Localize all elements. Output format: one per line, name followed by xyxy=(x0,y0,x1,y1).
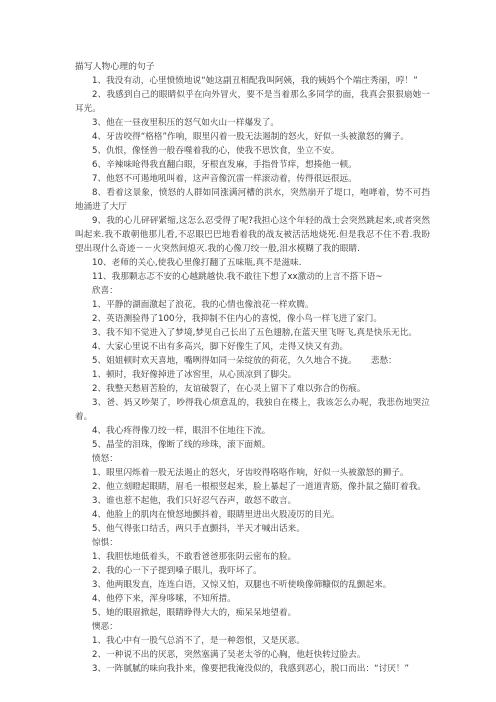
sentence-item xyxy=(75,648,430,662)
sentence-item xyxy=(75,606,430,620)
section-heading xyxy=(75,620,430,634)
sentence-text: 1、眼里闪烁着一股无法遏止的怒火，牙齿咬得咯咯作响，好似一头被激怒的狮子。 xyxy=(92,468,409,478)
sentence-text: 2、他立刻瞪起眼睛，眉毛一根根竖起来，脸上暴起了一道道青筋，像扑鼠之猫盯着我。 xyxy=(92,482,426,492)
sentence-item xyxy=(75,326,430,340)
sentence-item xyxy=(75,382,430,396)
sentence-item xyxy=(75,354,430,368)
sentence-text: 7、他怒不可遏地吼叫着，这声音像沉雷一样滚动着，传得很远很远。 xyxy=(92,174,357,184)
sentence-text: 愤怒： xyxy=(92,454,118,464)
sentence-text: 3、谁也惹不起他，我们只好忍气吞声，敢怒不敢言。 xyxy=(92,496,297,506)
sentence-text: 2、一种说不出的厌恶，突然塞满了吴老太爷的心胸，他赶快转过脸去。 xyxy=(92,650,366,660)
sentence-text: 1、平静的湖面激起了浪花，我的心情也像浪花一样欢腾。 xyxy=(92,300,314,310)
sentence-text: 1、我胆怯地低着头，不敢看爸爸那张阴云密布的脸。 xyxy=(92,552,297,562)
sentence-item xyxy=(75,116,430,130)
sentence-item xyxy=(75,662,430,676)
sentence-item xyxy=(75,186,430,214)
sentence-item xyxy=(75,592,430,606)
sentence-text: 3、一阵腻腻的味向我扑来，像要把我淹没似的，我感到恶心，脱口而出：“讨厌！” xyxy=(92,664,410,674)
sentence-item xyxy=(75,550,430,564)
sentence-text: 3、他两眼发直，连连白语，又惊又怕，双腿也不听使唤像筛糠似的乱颤起来。 xyxy=(92,580,392,590)
document-body xyxy=(75,60,430,676)
sentence-item xyxy=(75,340,430,354)
sentence-item xyxy=(75,214,430,256)
sentence-item xyxy=(75,256,430,270)
sentence-item xyxy=(75,396,430,424)
sentence-text: 5、晶莹的泪珠，像断了线的珍珠，滚下面颊。 xyxy=(92,440,271,450)
section-heading xyxy=(75,284,430,298)
sentence-text: 11、我那颗志忑不安的心越跳越快.我不敢往下想了xx激动的上言不搭下语~ xyxy=(92,272,383,282)
sentence-text: 10、老师的关心,使我心里像打翻了五味瓶,真不是滋味. xyxy=(92,258,302,268)
sentence-text: 6、辛辣味呛得我直翻白眼，牙根直发麻，手指骨节痒，想揍他一顿。 xyxy=(92,160,357,170)
sentence-text: 5、她的眼眉掀起，眼睛睁得大大的，痴呆呆地望着。 xyxy=(92,608,297,618)
section-heading: 悲愁： xyxy=(370,356,397,366)
sentence-item xyxy=(75,130,430,144)
sentence-text: 3、我不知不觉进入了梦境,梦见自己长出了五色翅膀,在蓝天里飞呀飞,真是快乐无比。 xyxy=(92,328,418,338)
sentence-item xyxy=(75,494,430,508)
sentence-item xyxy=(75,368,430,382)
sentence-item xyxy=(75,298,430,312)
sentence-text: 5、仇恨，像怪兽一般吞噬着我的心，使我不思饮食，坐立不安。 xyxy=(92,146,340,156)
sentence-item xyxy=(75,74,430,88)
sentence-text: 2、英语测验得了100分，我抑制不住内心的喜悦，像小鸟一样飞进了家门。 xyxy=(92,314,383,324)
sentence-text: 2、我整天愁眉苦脸的，友谊破裂了，在心灵上留下了难以弥合的伤痕。 xyxy=(92,384,366,394)
sentence-text: 欣喜： xyxy=(92,286,118,296)
sentence-item xyxy=(75,466,430,480)
sentence-text: 9、我的心儿砰砰紧缩,这怎么忍受得了呢?我担心这个年轻的战士会突然跳起来,或者突然叫起来.我不敢朝他那儿看,不忍眼巴巴地看着我的战友被活活地烧死.但是我忍不住不看.我盼望出现什么奇迹－－火突然间熄灭.我的心像刀绞一般,泪水模糊了我的眼睛. xyxy=(75,216,430,254)
sentence-text: 5、他气得张口结舌，两只手直颤抖，半天才喊出话来。 xyxy=(92,524,305,534)
sentence-text: 4、大家心里说不出有多高兴，脚下好像生了风，走得又快又有劲。 xyxy=(92,342,349,352)
sentence-item xyxy=(75,270,430,284)
sentence-text: 2、我的心一下子提到嗓子眼儿，我吓坏了。 xyxy=(92,566,262,576)
sentence-text: 懊恶： xyxy=(92,622,118,632)
sentence-text: 2、我感到自己的眼睛似乎在向外冒火，要不是当着那么多同学的面，我真会狠狠扇她一耳光。 xyxy=(75,90,430,114)
sentence-item xyxy=(75,312,430,326)
sentence-item xyxy=(75,578,430,592)
sentence-item xyxy=(75,438,430,452)
sentence-text: 8、看着这景象，愤怒的人群如同涨满河槽的洪水，突然崩开了堤口，咆哮着，势不可挡地涌进了大厅 xyxy=(75,188,430,212)
sentence-item xyxy=(75,144,430,158)
sentence-item xyxy=(75,424,430,438)
document-title: 描写人物心理的句子 xyxy=(75,62,155,72)
sentence-item xyxy=(75,480,430,494)
sentence-text: 惊惧： xyxy=(92,538,118,548)
sentence-text: 4、我心疼得像刀绞一样，眼泪不住地往下流。 xyxy=(92,426,271,436)
sentence-text: 4、他停下来，浑身哆嗦，不知所措。 xyxy=(92,594,236,604)
sentence-text: 1、顿时，我好像掉进了冰窖里，从心顶凉到了脚尖。 xyxy=(92,370,297,380)
sentence-text: 1、我心中有一股气总消不了，是一种怨恨，又是厌恶。 xyxy=(92,636,305,646)
sentence-text: 4、牙齿咬得“格格”作响，眼里闪着一股无法遏制的怒火，好似一头被激怒的狮子。 xyxy=(92,132,410,142)
sentence-item xyxy=(75,172,430,186)
sentence-text: 1、我没有动，心里愤愤地说“她这副丑相配我叫阿姨，我的姨妈个个端庄秀丽，哼！” xyxy=(92,76,418,86)
sentence-item xyxy=(75,158,430,172)
sentence-text: 4、他脸上的肌肉在愤怒地颤抖着，眼睛里进出火股凌厉的目光。 xyxy=(92,510,340,520)
sentence-text: 3、爸、妈又吵架了，吵得我心烦意乱的，我独自在楼上，我该怎么办呢，我悲伤地哭泣着。 xyxy=(75,398,430,422)
sentence-item xyxy=(75,88,430,116)
sentence-item xyxy=(75,522,430,536)
sentence-text: 5、姐姐顿时欢天喜地，嘴咧得如同一朵绽放的荷花，久久地合不拢。 xyxy=(92,356,357,366)
sentence-text: 3、他在一昼夜里积压的怒气如火山一样爆发了。 xyxy=(92,118,280,128)
section-heading xyxy=(75,536,430,550)
sentence-item xyxy=(75,634,430,648)
sentence-item xyxy=(75,508,430,522)
sentence-item xyxy=(75,564,430,578)
section-heading xyxy=(75,452,430,466)
